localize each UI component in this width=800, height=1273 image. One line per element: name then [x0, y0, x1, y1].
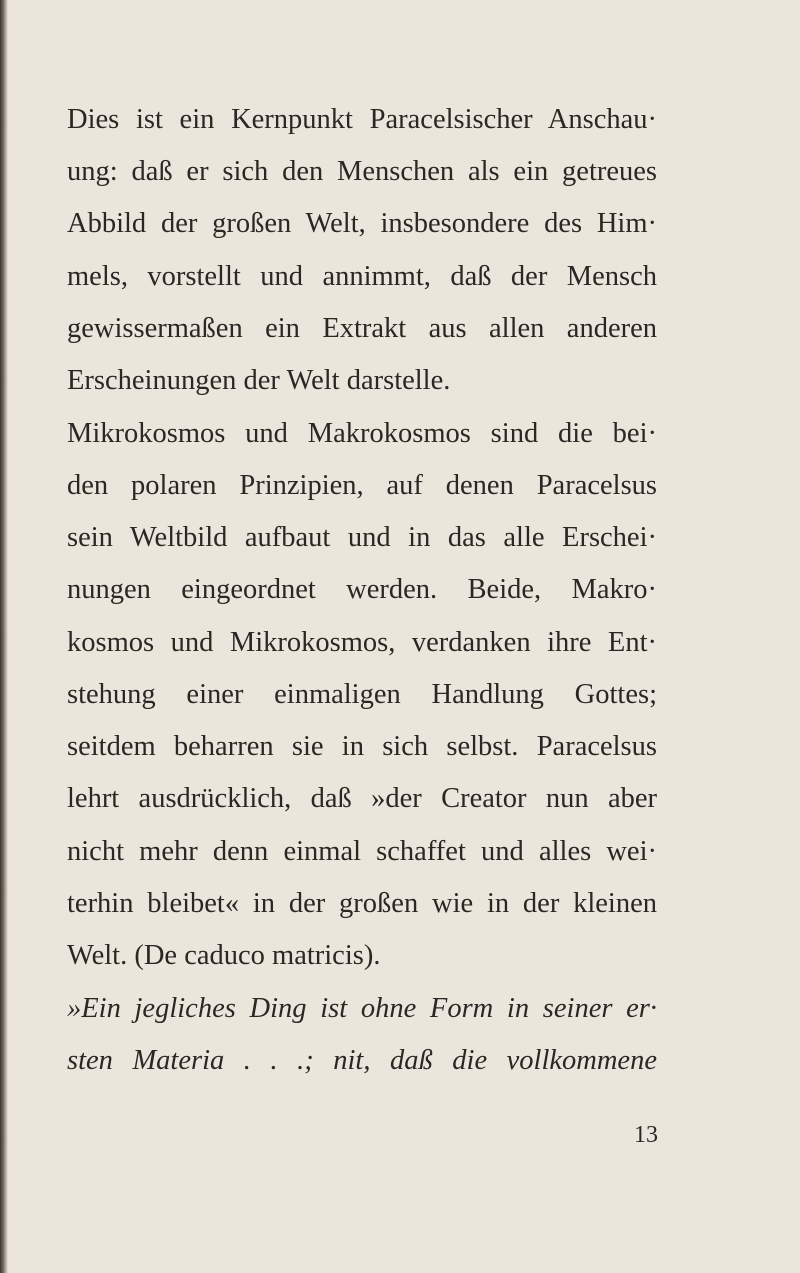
page-binding-edge: [0, 0, 8, 1273]
quote-line: »Ein jegliches Ding ist ohne Form in seiner er·: [67, 993, 657, 1024]
text-line: mels, vorstellt und annimmt, daß der Mensch: [67, 261, 657, 292]
text-line: nicht mehr denn einmal schaffet und alles wei·: [67, 836, 657, 867]
text-line: Erscheinungen der Welt darstelle.: [67, 365, 451, 396]
text-line: seitdem beharren sie in sich selbst. Paracelsus: [67, 731, 657, 762]
text-line: stehung einer einmaligen Handlung Gottes;: [67, 679, 657, 710]
text-line: Welt. (De caduco matricis).: [67, 940, 381, 971]
text-line: terhin bleibet« in der großen wie in der kleinen: [67, 888, 657, 919]
text-line: ung: daß er sich den Menschen als ein getreues: [67, 156, 657, 187]
text-line: nungen eingeordnet werden. Beide, Makro·: [67, 574, 657, 605]
text-line: Abbild der großen Welt, insbesondere des Him·: [67, 208, 657, 239]
text-line: gewissermaßen ein Extrakt aus allen anderen: [67, 313, 657, 344]
text-line: kosmos und Mikrokosmos, verdanken ihre Ent·: [67, 627, 657, 658]
text-line: lehrt ausdrücklich, daß »der Creator nun aber: [67, 783, 657, 814]
quote-line: sten Materia . . .; nit, daß die vollkommene: [67, 1045, 657, 1076]
text-line: sein Weltbild aufbaut und in das alle Erschei·: [67, 522, 657, 553]
text-line: Dies ist ein Kernpunkt Paracelsischer Anschau·: [67, 104, 657, 135]
text-line: den polaren Prinzipien, auf denen Paracelsus: [67, 470, 657, 501]
page-number: 13: [634, 1122, 658, 1148]
text-line: Mikrokosmos und Makrokosmos sind die bei·: [67, 418, 657, 449]
